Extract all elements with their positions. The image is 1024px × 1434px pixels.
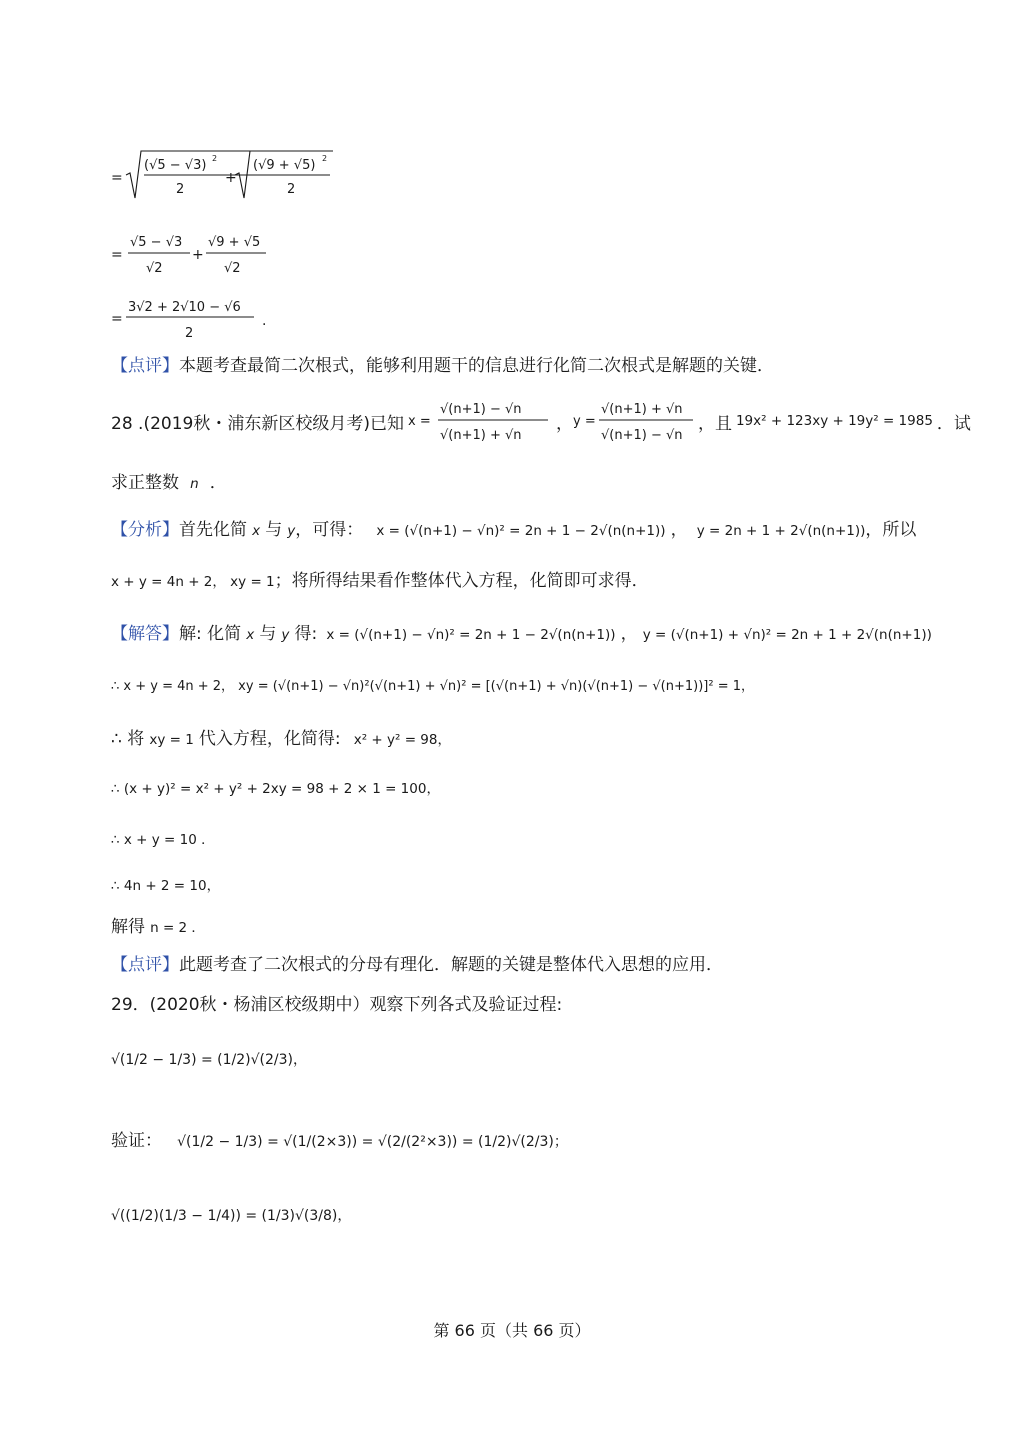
svg-text:=: =: [111, 170, 123, 186]
svg-text:y =: y =: [572, 414, 596, 429]
svg-text:2: 2: [322, 154, 328, 163]
solution-line-3: ∴ 将 xy = 1 代入方程，化简得: x² + y² = 98，: [111, 729, 451, 749]
analysis-line-2: x + y = 4n + 2， xy = 1；将所得结果看作整体代入方程，化简即可求得．: [111, 571, 649, 591]
comment-tag: 【点评】: [111, 955, 179, 975]
given-equation: 19x² + 123xy + 19y² = 1985: [735, 413, 933, 429]
svg-text:√(n+1) + √n: √(n+1) + √n: [439, 428, 522, 443]
svg-text:2: 2: [185, 326, 194, 341]
svg-text:√(n+1) + √n: √(n+1) + √n: [600, 402, 683, 417]
problem-28-line-2: 求正整数 n ．: [111, 473, 227, 493]
prev-step-3: [108, 291, 298, 347]
svg-text:√2: √2: [146, 261, 163, 276]
problem-29-label: 29．(2020秋・杨浦区校级期中）观察下列各式及验证过程:: [111, 995, 563, 1015]
solution-line-6: ∴ 4n + 2 = 10，: [111, 878, 221, 894]
analysis-tag: 【分析】: [111, 520, 179, 540]
svg-text:.: .: [262, 313, 267, 329]
svg-text:3√2 + 2√10 − √6: 3√2 + 2√10 − √6: [128, 300, 241, 315]
svg-text:2: 2: [287, 182, 296, 197]
solution-tag: 【解答】: [111, 624, 179, 644]
svg-text:(√9 + √5): (√9 + √5): [253, 158, 316, 173]
svg-text:√9 + √5: √9 + √5: [208, 235, 261, 250]
comment-1: [111, 351, 774, 376]
problem-28-line-1: 28 .(2019秋・浦东新区校级月考)已知 x = √(n+1) − √n √(n+1) + √n ， y = √(n+1) + √n √(n+1) − √n ，且 19x² + 123xy + 19y² = 1985 ．试: [111, 393, 971, 449]
svg-text:2: 2: [176, 182, 185, 197]
svg-text:√(n+1) − √n: √(n+1) − √n: [439, 402, 522, 417]
comment-text: 本题考查最简二次根式，能够利用题干的信息进行化简二次根式是解题的关键．: [179, 356, 774, 376]
solution-line-5: ∴ x + y = 10 ．: [111, 832, 215, 848]
svg-text:√2: √2: [224, 261, 241, 276]
solution-line-7: 解得 n = 2 ．: [111, 917, 205, 937]
problem-29-verify: 验证： √(1/2 − 1/3) = √(1/(2×3)) = √(2/(2²×3)) = (1/2)√(2/3)；: [111, 1131, 568, 1151]
svg-text:x =: x =: [407, 414, 431, 429]
analysis-line-1: 【分析】首先化简 x 与 y，可得： x = (√(n+1) − √n)² = 2n + 1 − 2√(n(n+1)) ， y = 2n + 1 + 2√(n(n+1))，所以: [111, 520, 917, 540]
page-footer: 第 66 页（共 66 页）: [433, 1321, 591, 1340]
svg-text:=: =: [111, 311, 123, 327]
radicand-numerator: (√5 − √3): [144, 158, 207, 173]
problem-29-formula-1: √(1/2 − 1/3) = (1/2)√(2/3)，: [111, 1052, 307, 1068]
prev-step-1: [108, 143, 348, 207]
problem-28-label: 28 .(2019秋・浦东新区校级月考)已知: [111, 413, 404, 434]
svg-text:+: +: [192, 247, 204, 263]
svg-text:√5 − √3: √5 − √3: [130, 235, 183, 250]
svg-text:+: +: [225, 170, 237, 186]
svg-text:=: =: [111, 247, 123, 263]
y-definition: [573, 393, 698, 449]
solution-line-2: ∴ x + y = 4n + 2， xy = (√(n+1) − √n)²(√(n+1) + √n)² = [(√(n+1) + √n)(√(n+1) − √(n+1))]² = 1，: [111, 679, 755, 694]
comment-tag: 【点评】: [111, 356, 179, 376]
svg-text:2: 2: [212, 154, 218, 163]
comment-2: [111, 950, 723, 975]
problem-29-formula-2: √((1/2)(1/3 − 1/4)) = (1/3)√(3/8)，: [111, 1208, 352, 1224]
solution-line-1: 【解答】解: 化简 x 与 y 得: x = (√(n+1) − √n)² = 2n + 1 − 2√(n(n+1)) ， y = (√(n+1) + √n)² = 2n + 1 + 2√(n(n+1)): [111, 624, 932, 644]
x-definition: [408, 393, 556, 449]
comment-text: 此题考查了二次根式的分母有理化．解题的关键是整体代入思想的应用．: [179, 955, 723, 975]
svg-text:√(n+1) − √n: √(n+1) − √n: [600, 428, 683, 443]
prev-step-2: [108, 222, 288, 282]
solution-line-4: ∴ (x + y)² = x² + y² + 2xy = 98 + 2 × 1 = 100，: [111, 781, 440, 797]
